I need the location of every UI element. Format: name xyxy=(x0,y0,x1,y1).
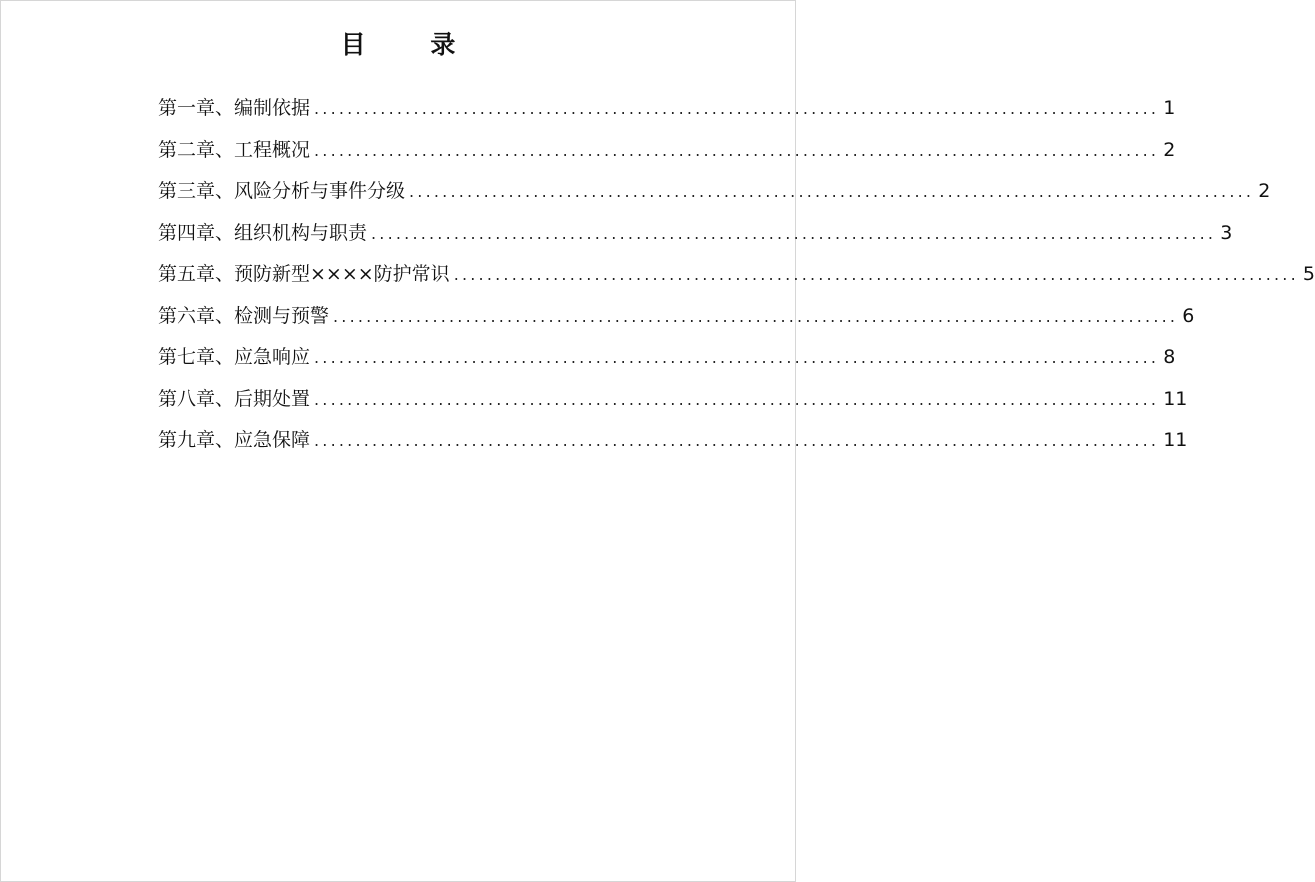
toc-entry[interactable] xyxy=(158,379,1188,421)
toc-entry[interactable] xyxy=(158,337,1176,379)
toc-page-number: 11 xyxy=(1163,387,1188,410)
toc-dot-leader: ...................................................................................................... xyxy=(314,140,1160,160)
toc-dot-leader: ...................................................................................................... xyxy=(314,348,1160,367)
toc-dot-leader: ...................................................................................................... xyxy=(314,389,1160,409)
toc-page-number: 1 xyxy=(1163,97,1176,119)
toc-page-number: 6 xyxy=(1182,304,1195,327)
toc-dot-leader: ...................................................................................................... xyxy=(453,265,1299,284)
toc-entry[interactable] xyxy=(158,213,1233,255)
toc-entry[interactable] xyxy=(158,254,1315,296)
toc-entry-label: 第九章、应急保障 xyxy=(158,429,311,451)
toc-dot-leader: ...................................................................................................... xyxy=(314,431,1160,450)
toc-entry-label: 第二章、工程概况 xyxy=(158,138,311,161)
toc-entry[interactable] xyxy=(158,88,1176,130)
toc-entry[interactable] xyxy=(158,171,1271,213)
toc-entry-label: 第一章、编制依据 xyxy=(158,97,311,119)
toc-entry-label: 第五章、预防新型××××防护常识 xyxy=(158,263,450,285)
toc-dot-leader: ...................................................................................................... xyxy=(371,223,1217,243)
toc-entry[interactable] xyxy=(158,296,1195,338)
toc-entry[interactable] xyxy=(158,420,1188,462)
toc-title: 目 录 xyxy=(340,30,484,59)
toc-entry-label: 第八章、后期处置 xyxy=(158,387,311,410)
toc-entry-label: 第四章、组织机构与职责 xyxy=(158,221,368,244)
toc-entry[interactable] xyxy=(158,130,1176,172)
toc-entry-label: 第七章、应急响应 xyxy=(158,346,311,368)
toc-entry-label: 第六章、检测与预警 xyxy=(158,304,330,327)
toc-dot-leader: ...................................................................................................... xyxy=(409,182,1255,201)
toc-page-number: 3 xyxy=(1220,221,1233,244)
toc-page-number: 8 xyxy=(1163,346,1176,368)
toc-entry-label: 第三章、风险分析与事件分级 xyxy=(158,180,406,202)
toc-dot-leader: ...................................................................................................... xyxy=(314,99,1160,118)
toc-page-number: 2 xyxy=(1258,180,1271,202)
toc-page-number: 5 xyxy=(1302,263,1315,285)
toc-page-number: 2 xyxy=(1163,138,1176,161)
toc-list xyxy=(158,88,1315,462)
toc-page-number: 11 xyxy=(1163,429,1188,451)
toc-dot-leader: ...................................................................................................... xyxy=(333,306,1179,326)
